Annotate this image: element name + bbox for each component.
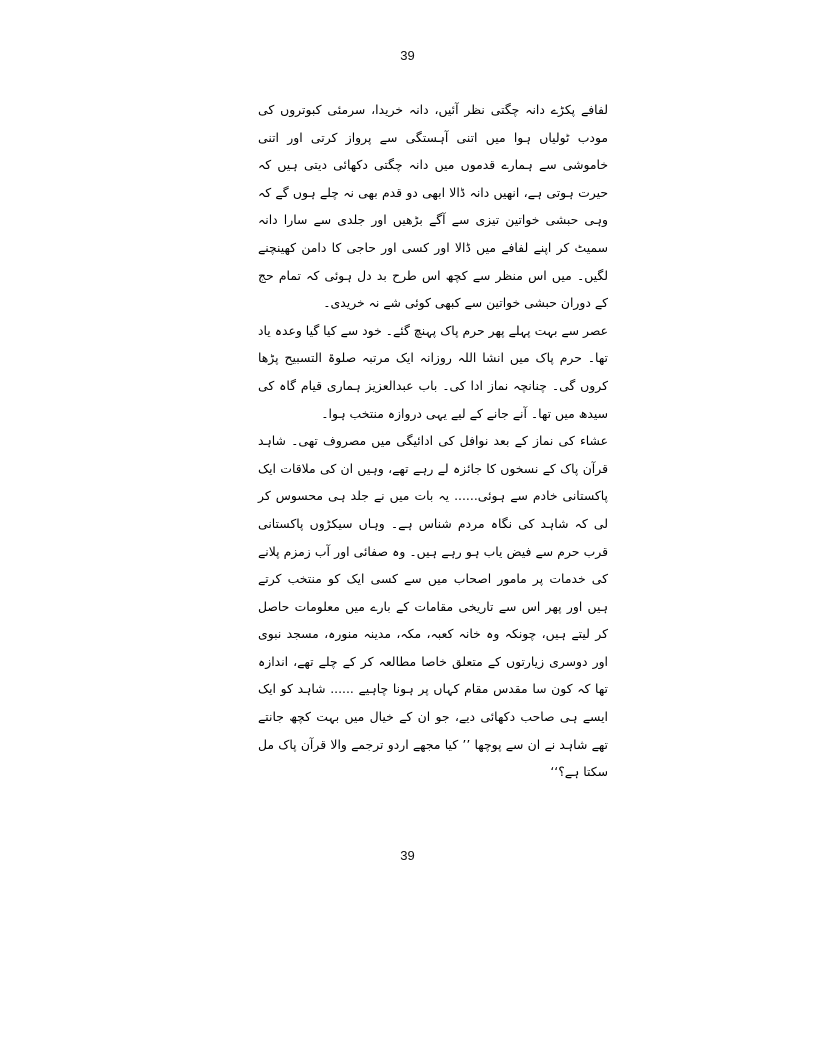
page-number-top: 39 <box>400 48 415 63</box>
paragraph-2: عصر سے بہت پہلے پھر حرم پاک پہنچ گئے۔ خود سے کیا گیا وعدہ یاد تھا۔ حرم پاک میں انشا اللہ روزانہ ایک مرتبہ صلوۃ التسبیح پڑھا کروں گی۔ چنانچہ نماز ادا کی۔ باب عبدالعزیز ہماری قیام گاہ کی سیدھ میں تھا۔ آنے جانے کے لیے یہی دروازہ منتخب ہوا۔ <box>258 322 608 421</box>
body-text <box>258 96 608 786</box>
paragraph-3: عشاء کی نماز کے بعد نوافل کی ادائیگی میں مصروف تھی۔ شاہد قرآن پاک کے نسخوں کا جائزہ لے رہے تھے، وہیں ان کی ملاقات ایک پاکستانی خادم سے ہوئی...... یہ بات میں نے جلد ہی محسوس کر لی کہ شاہد کی نگاہ مردم شناس ہے۔ وہاں سیکڑوں پاکستانی قرب حرم سے فیض یاب ہو رہے ہیں۔ وہ صفائی اور آب زمزم پلانے کی خدمات پر مامور اصحاب میں سے کسی ایک کو منتخب کرتے ہیں اور پھر اس سے تاریخی مقامات کے بارے میں معلومات حاصل کر لیتے ہیں، چونکہ وہ خانہ کعبہ، مکہ، مدینہ منورہ، مسجد نبوی اور دوسری زیارتوں کے متعلق خاصا مطالعہ کر کے چلے تھے، اندازہ تھا کہ کون سا مقدس مقام کہاں پر ہونا چاہیے ...... شاہد کو ایک ایسے ہی صاحب دکھائی دیے، جو ان کے خیال میں بہت کچھ جانتے تھے شاہد نے ان سے پوچھا ’’ کیا مجھے اردو ترجمے والا قرآن پاک مل سکتا ہے؟‘‘ <box>258 433 608 780</box>
page-number-bottom: 39 <box>400 848 415 863</box>
paragraph-1: لفافے پکڑے دانہ چگتی نظر آئیں، دانہ خریدا، سرمئی کبوتروں کی مودب ٹولیاں ہوا میں اتنی آہستگی سے پرواز کرتی اور اتنی خاموشی سے ہمارے قدموں میں دانہ چگتی دکھائی دیتی ہیں کہ حیرت ہوتی ہے، انھیں دانہ ڈالا ابھی دو قدم بھی نہ چلے ہوں گے کہ وہی حبشی خواتین تیزی سے آگے بڑھیں اور جلدی سے سارا دانہ سمیٹ کر اپنے لفافے میں ڈالا اور کسی اور حاجی کا دامن کھینچنے لگیں۔ میں اس منظر سے کچھ اس طرح بد دل ہوئی کہ تمام حج کے دوران حبشی خواتین سے کبھی کوئی شے نہ خریدی۔ <box>258 102 608 311</box>
